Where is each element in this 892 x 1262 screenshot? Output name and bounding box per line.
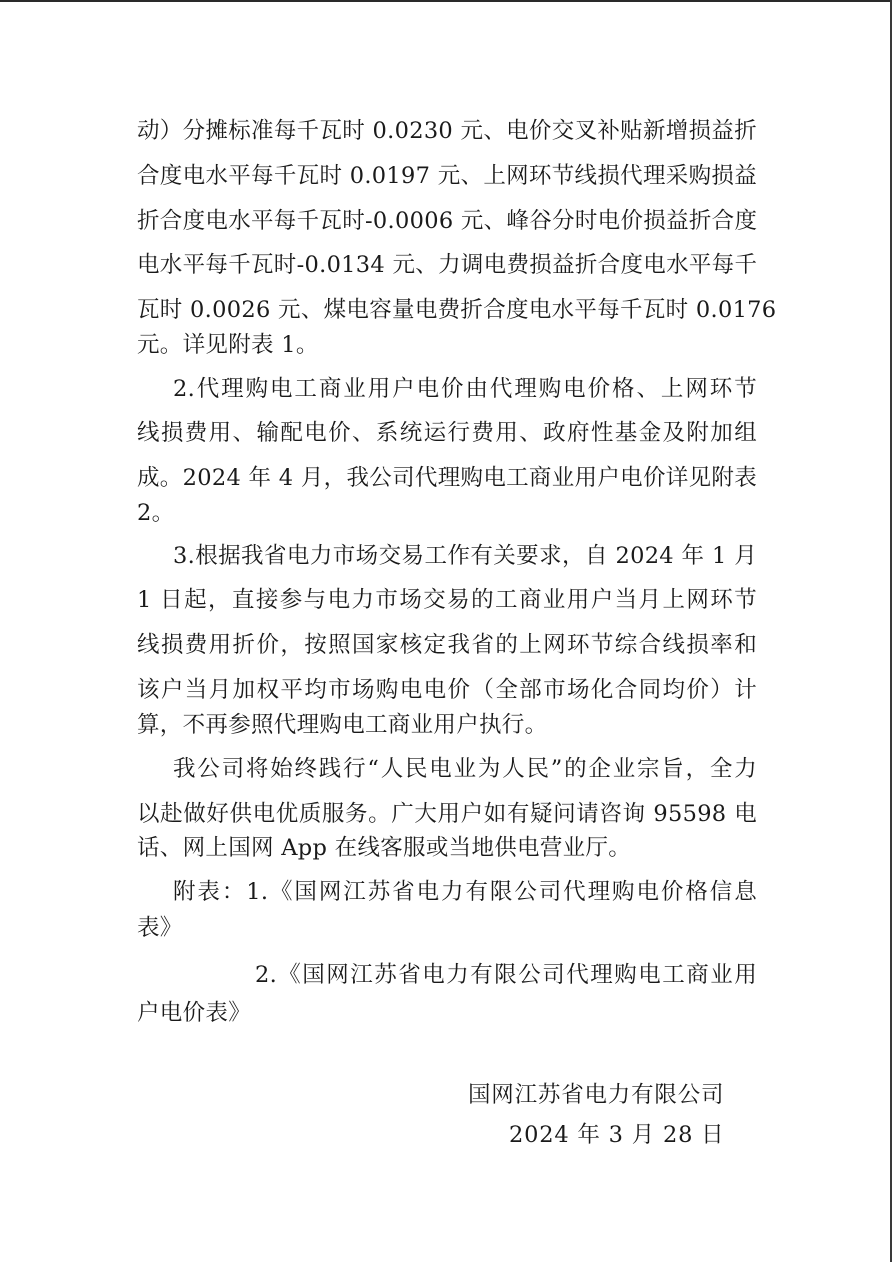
paragraph-line: 1 日起，直接参与电力市场交易的工商业用户当月上网环节	[137, 587, 757, 613]
appendix-line: 附表：1.《国网江苏省电力有限公司代理购电价格信息	[173, 879, 757, 905]
paragraph-line: 线损费用折价，按照国家核定我省的上网环节综合线损率和	[137, 632, 757, 658]
signature-organization: 国网江苏省电力有限公司	[468, 1082, 725, 1108]
appendix-line: 户电价表》	[137, 1000, 252, 1026]
paragraph-line: 2。	[137, 500, 175, 526]
paragraph-line: 成。2024 年 4 月，我公司代理购电工商业用户电价详见附表	[137, 465, 757, 491]
paragraph-line: 该户当月加权平均市场购电电价（全部市场化合同均价）计	[137, 677, 757, 703]
paragraph-line: 话、网上国网 App 在线客服或当地供电营业厅。	[137, 835, 632, 861]
paragraph-line: 折合度电水平每千瓦时-0.0006 元、峰谷分时电价损益折合度	[137, 208, 758, 234]
paragraph-line: 电水平每千瓦时-0.0134 元、力调电费损益折合度电水平每千	[137, 252, 758, 278]
top-border-line	[0, 0, 892, 2]
paragraph-line: 2.代理购电工商业用户电价由代理购电价格、上网环节	[173, 376, 757, 402]
appendix-line: 2.《国网江苏省电力有限公司代理购电工商业用	[255, 962, 757, 988]
paragraph-line: 算，不再参照代理购电工商业用户执行。	[137, 712, 548, 738]
paragraph-line: 瓦时 0.0026 元、煤电容量电费折合度电水平每千瓦时 0.0176	[137, 297, 777, 323]
paragraph-line: 线损费用、输配电价、系统运行费用、政府性基金及附加组	[137, 420, 757, 446]
paragraph-line: 以赴做好供电优质服务。广大用户如有疑问请咨询 95598 电	[137, 801, 757, 827]
paragraph-line: 3.根据我省电力市场交易工作有关要求，自 2024 年 1 月	[173, 543, 757, 569]
paragraph-line: 元。详见附表 1。	[137, 332, 319, 358]
appendix-line: 表》	[137, 915, 183, 941]
paragraph-line: 动）分摊标准每千瓦时 0.0230 元、电价交叉补贴新增损益折	[137, 118, 757, 144]
signature-date: 2024 年 3 月 28 日	[509, 1122, 725, 1148]
paragraph-line: 我公司将始终践行“人民电业为人民”的企业宗旨，全力	[173, 756, 757, 782]
paragraph-line: 合度电水平每千瓦时 0.0197 元、上网环节线损代理采购损益	[137, 163, 757, 189]
